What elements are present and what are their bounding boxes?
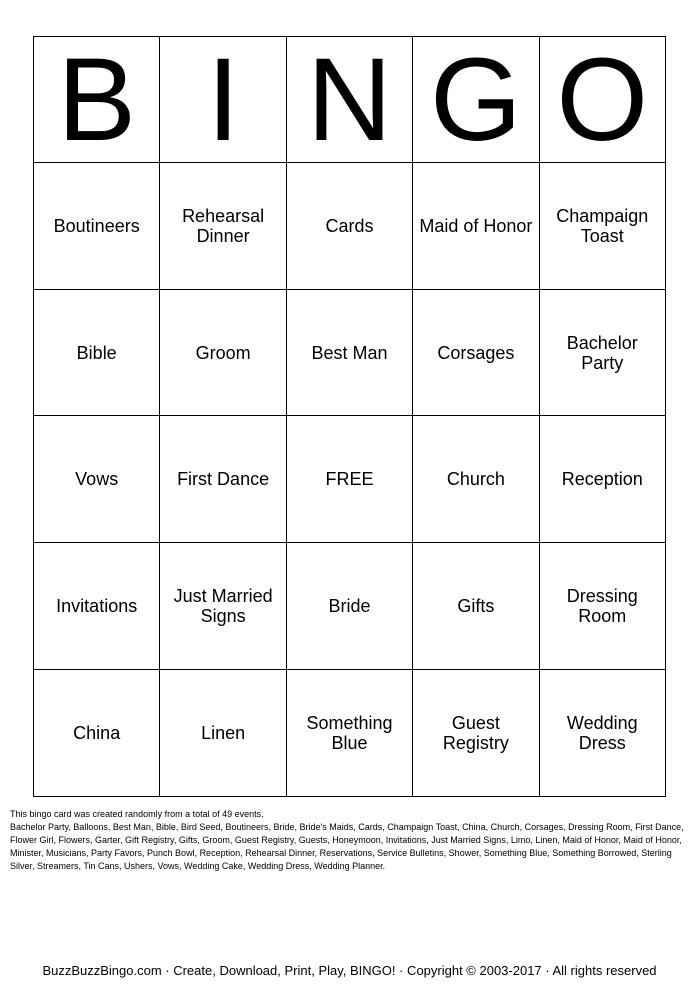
card-cell: Reception (539, 416, 665, 543)
card-cell: Wedding Dress (539, 670, 665, 797)
header-letter-o: O (539, 37, 665, 163)
card-row (34, 416, 666, 543)
card-cell: Invitations (34, 543, 160, 670)
header-letter-g: G (413, 37, 539, 163)
header-row (34, 37, 666, 163)
card-cell: Cards (286, 163, 412, 290)
card-cell: Champaign Toast (539, 163, 665, 290)
card-cell: Vows (34, 416, 160, 543)
card-cell: Boutineers (34, 163, 160, 290)
card-cell: Something Blue (286, 670, 412, 797)
card-cell: Dressing Room (539, 543, 665, 670)
event-list-footnote (10, 808, 690, 873)
card-cell: Rehearsal Dinner (160, 163, 286, 290)
card-row (34, 290, 666, 416)
footnote-events: Bachelor Party, Balloons, Best Man, Bible, Bird Seed, Boutineers, Bride, Bride's Maids, Cards, Champaign Toast, China, Church, Corsages, Dressing Room, First Dance, Flower Girl, Flowers, Garter, Gift Registry, Gifts, Groom, Guest Registry, Guests, Honeymoon, Invitations, Just Married Signs, Limo, Linen, Maid of Honor, Maid of Honor, Minister, Musicians, Party Favors, Punch Bowl, Reception, Rehearsal Dinner, Reservations, Service Bulletins, Shower, Something Blue, Something Borrowed, Sterling Silver, Streamers, Tin Cans, Ushers, Vows, Wedding Cake, Wedding Dress, Wedding Planner. (10, 822, 684, 871)
card-cell: Church (413, 416, 539, 543)
header-letter-n: N (286, 37, 412, 163)
free-space-cell: FREE (286, 416, 412, 543)
card-cell: Groom (160, 290, 286, 416)
card-cell: Gifts (413, 543, 539, 670)
card-cell: Bride (286, 543, 412, 670)
card-row (34, 670, 666, 797)
header-letter-b: B (34, 37, 160, 163)
card-cell: Best Man (286, 290, 412, 416)
card-cell: Corsages (413, 290, 539, 416)
card-cell: China (34, 670, 160, 797)
card-cell: Linen (160, 670, 286, 797)
card-row (34, 163, 666, 290)
card-cell: First Dance (160, 416, 286, 543)
card-cell: Maid of Honor (413, 163, 539, 290)
site-footer: BuzzBuzzBingo.com · Create, Download, Print, Play, BINGO! · Copyright © 2003-2017 · All rights reserved (42, 963, 657, 978)
header-letter-i: I (160, 37, 286, 163)
card-row (34, 543, 666, 670)
bingo-card (33, 36, 666, 797)
card-cell: Guest Registry (413, 670, 539, 797)
card-cell: Just Married Signs (160, 543, 286, 670)
card-cell: Bible (34, 290, 160, 416)
footnote-intro: This bingo card was created randomly from a total of 49 events. (10, 809, 264, 819)
card-cell: Bachelor Party (539, 290, 665, 416)
